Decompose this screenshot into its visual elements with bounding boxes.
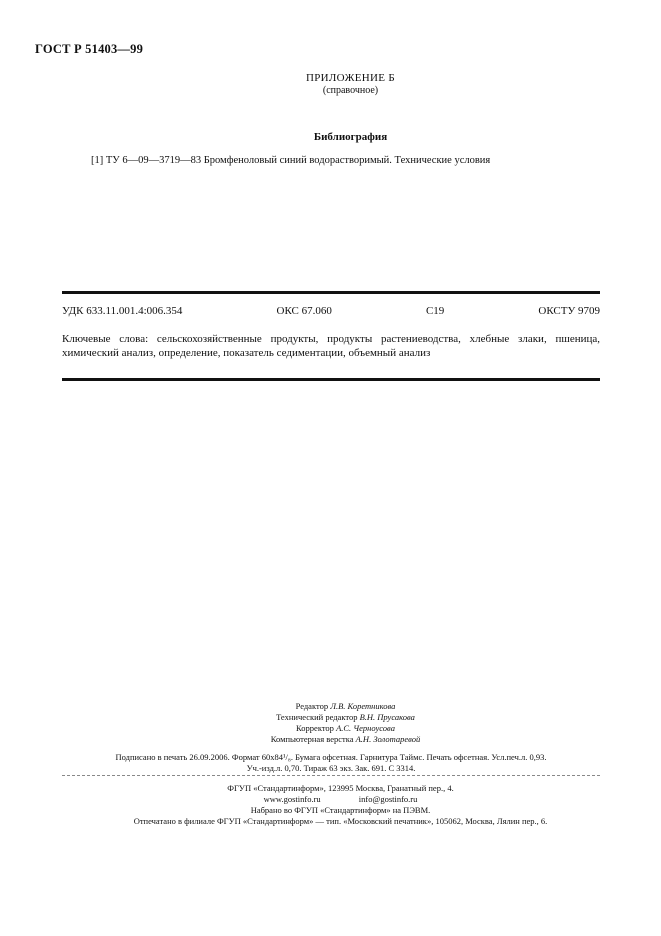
email-link[interactable]: info@gostinfo.ru [358,794,418,804]
tech-editor-line: Технический редактор В.Н. Прусакова [276,712,415,722]
publication-info [62,752,600,774]
bottom-rule-divider [62,378,600,381]
credits-block [0,701,661,745]
corrector-line: Корректор А.С. Черноусова [296,723,395,733]
classification-row [62,305,600,317]
typeset-note: Набрано во ФГУП «Стандартинформ» на ПЭВМ. [250,805,431,815]
oks-code: ОКС 67.060 [276,305,332,317]
appendix-title: ПРИЛОЖЕНИЕ Б [306,72,395,84]
imprint-footer [0,783,661,827]
dashed-divider [62,775,600,776]
publication-line-1: Подписано в печать 26.09.2006. Формат 60x84¹/₈. Бумага офсетная. Гарнитура Таймс. Печать офсетная. Усл.печ.л. 0,93. [115,752,547,762]
top-rule-divider [62,291,600,294]
udk-code: УДК 633.11.001.4:006.354 [62,305,183,317]
bibliography-title: Библиография [313,131,388,143]
website-link[interactable]: www.gostinfo.ru [263,794,321,804]
appendix-subtitle: (справочное) [322,85,379,96]
document-code: ГОСТ Р 51403—99 [35,42,144,56]
group-code: С19 [425,305,445,317]
printed-note: Отпечатано в филиале ФГУП «Стандартинформ» — тип. «Московский печатник», 105062, Москва, Лялин пер., 6. [133,816,548,826]
bibliography-item: [1] ТУ 6—09—3719—83 Бромфеноловый синий водорастворимый. Технические условия [91,155,491,166]
layout-line: Компьютерная верстка А.Н. Золотаревой [270,734,421,744]
editor-line: Редактор Л.В. Коретникова [295,701,396,711]
contacts-row [20,794,661,805]
keywords: Ключевые слова: сельскохозяйственные продукты, продукты растениеводства, хлебные злаки, пшеница, химический анализ, определение, показатель седиментации, объемный анализ [62,333,600,359]
publication-line-2: Уч.-изд.л. 0,70. Тираж 63 экз. Зак. 691. С 3314. [246,763,416,773]
publisher-address: ФГУП «Стандартинформ», 123995 Москва, Гранатный пер., 4. [227,783,454,793]
okstu-code: ОКСТУ 9709 [538,305,600,317]
